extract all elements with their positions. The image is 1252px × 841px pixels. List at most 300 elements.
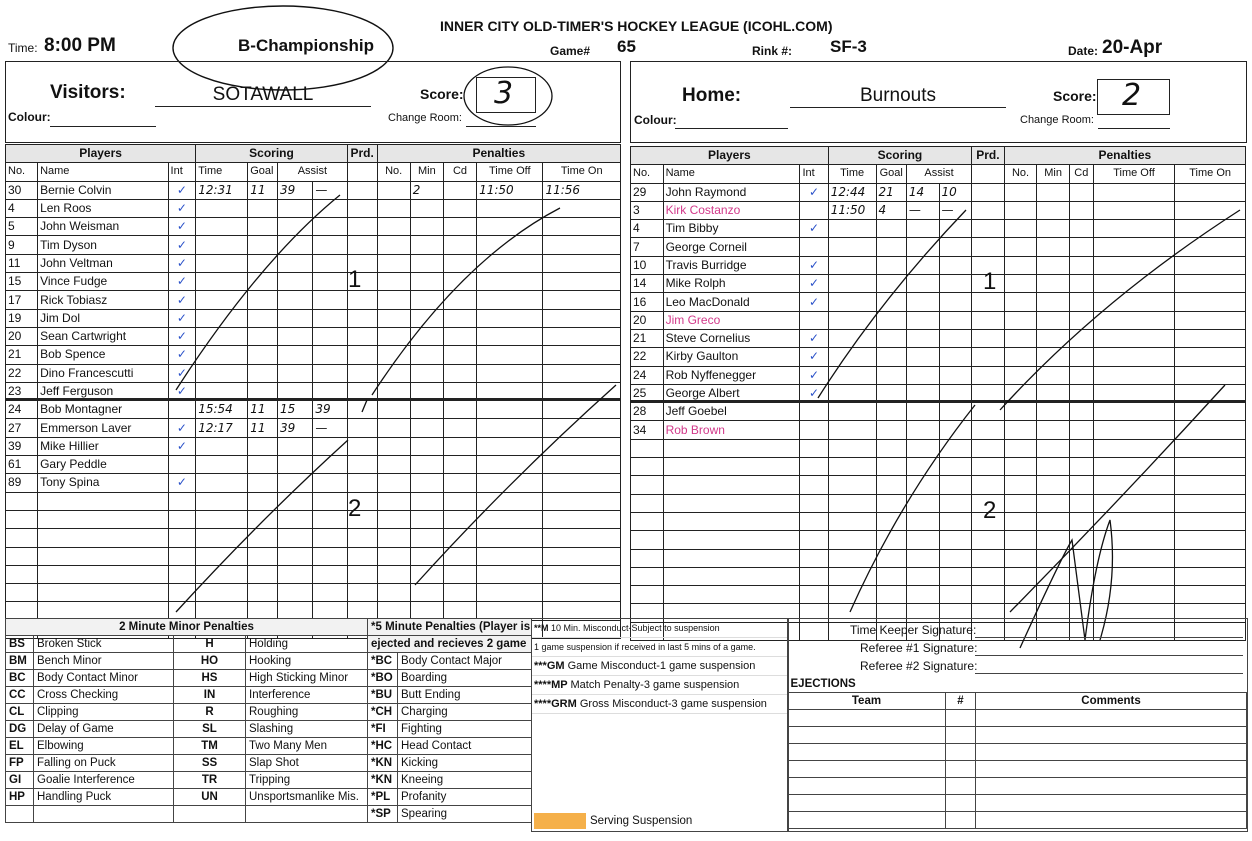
penalty-time-off[interactable] <box>1093 586 1174 604</box>
penalty-cd[interactable] <box>443 510 476 528</box>
penalty-time-off[interactable] <box>477 273 543 291</box>
assist-2[interactable] <box>313 364 347 382</box>
goal-scorer[interactable] <box>876 476 906 494</box>
goal-scorer[interactable] <box>248 291 278 309</box>
assist-2[interactable] <box>313 584 347 602</box>
assist-1[interactable] <box>906 494 939 512</box>
goal-scorer[interactable] <box>248 236 278 254</box>
penalty-min[interactable] <box>1037 512 1070 530</box>
penalty-min[interactable] <box>410 510 443 528</box>
goal-time[interactable]: 12:44 <box>828 183 876 201</box>
penalty-no[interactable] <box>1004 439 1037 457</box>
goal-time[interactable]: 11:50 <box>828 201 876 219</box>
assist-1[interactable] <box>906 531 939 549</box>
assist-2[interactable]: — <box>313 419 347 437</box>
penalty-time-on[interactable] <box>1175 293 1246 311</box>
penalty-time-off[interactable] <box>1093 494 1174 512</box>
penalty-time-off[interactable] <box>477 199 543 217</box>
penalty-min[interactable] <box>1037 311 1070 329</box>
goal-scorer[interactable]: 11 <box>248 401 278 419</box>
penalty-min[interactable] <box>1037 403 1070 421</box>
penalty-time-off[interactable] <box>1093 567 1174 585</box>
assist-1[interactable] <box>278 565 313 583</box>
assist-1[interactable] <box>906 256 939 274</box>
penalty-time-off[interactable] <box>477 437 543 455</box>
assist-2[interactable]: — <box>939 201 972 219</box>
penalty-min[interactable] <box>1037 458 1070 476</box>
penalty-time-on[interactable] <box>1175 458 1246 476</box>
penalty-no[interactable] <box>377 327 410 345</box>
assist-1[interactable] <box>278 584 313 602</box>
goal-scorer[interactable] <box>248 492 278 510</box>
penalty-time-on[interactable] <box>1175 586 1246 604</box>
penalty-cd[interactable] <box>443 181 476 199</box>
assist-2[interactable] <box>313 529 347 547</box>
penalty-time-on[interactable] <box>543 529 621 547</box>
penalty-min[interactable] <box>410 346 443 364</box>
assist-2[interactable] <box>939 293 972 311</box>
penalty-time-on[interactable] <box>543 364 621 382</box>
ejection-number[interactable] <box>946 778 976 795</box>
penalty-no[interactable] <box>377 437 410 455</box>
goal-time[interactable] <box>828 238 876 256</box>
assist-2[interactable] <box>939 220 972 238</box>
goal-time[interactable]: 12:31 <box>196 181 248 199</box>
assist-1[interactable]: 39 <box>278 181 313 199</box>
penalty-time-on[interactable] <box>543 565 621 583</box>
penalty-cd[interactable] <box>443 309 476 327</box>
assist-2[interactable] <box>313 474 347 492</box>
goal-time[interactable] <box>196 199 248 217</box>
penalty-time-off[interactable] <box>477 547 543 565</box>
penalty-min[interactable] <box>1037 549 1070 567</box>
assist-2[interactable] <box>939 458 972 476</box>
assist-1[interactable] <box>278 474 313 492</box>
goal-scorer[interactable] <box>248 218 278 236</box>
goal-scorer[interactable]: 11 <box>248 419 278 437</box>
penalty-no[interactable] <box>377 199 410 217</box>
ejection-number[interactable] <box>946 710 976 727</box>
goal-scorer[interactable] <box>876 256 906 274</box>
ejection-team[interactable] <box>788 778 946 795</box>
ejection-number[interactable] <box>946 761 976 778</box>
assist-1[interactable] <box>906 275 939 293</box>
goal-scorer[interactable] <box>876 458 906 476</box>
penalty-cd[interactable] <box>443 199 476 217</box>
penalty-min[interactable] <box>410 492 443 510</box>
ejection-team[interactable] <box>788 795 946 812</box>
referee2-signature-line[interactable] <box>975 673 1243 674</box>
goal-scorer[interactable] <box>248 456 278 474</box>
assist-1[interactable]: — <box>906 201 939 219</box>
penalty-time-on[interactable] <box>543 291 621 309</box>
penalty-time-on[interactable] <box>1175 403 1246 421</box>
goal-scorer[interactable] <box>248 364 278 382</box>
penalty-time-off[interactable] <box>1093 256 1174 274</box>
assist-2[interactable] <box>313 327 347 345</box>
goal-time[interactable] <box>196 364 248 382</box>
penalty-time-on[interactable] <box>1175 421 1246 439</box>
penalty-no[interactable] <box>1004 201 1037 219</box>
penalty-time-on[interactable] <box>543 437 621 455</box>
goal-time[interactable] <box>196 492 248 510</box>
ejection-comment[interactable] <box>976 744 1247 761</box>
penalty-cd[interactable] <box>443 236 476 254</box>
assist-2[interactable] <box>313 456 347 474</box>
assist-2[interactable] <box>939 549 972 567</box>
penalty-time-off[interactable]: 11:50 <box>477 181 543 199</box>
assist-1[interactable] <box>906 549 939 567</box>
goal-time[interactable] <box>828 494 876 512</box>
assist-1[interactable] <box>906 403 939 421</box>
penalty-time-on[interactable] <box>1175 256 1246 274</box>
goal-scorer[interactable]: 4 <box>876 201 906 219</box>
penalty-time-off[interactable] <box>1093 476 1174 494</box>
assist-2[interactable] <box>313 346 347 364</box>
assist-1[interactable] <box>906 439 939 457</box>
ejection-number[interactable] <box>946 727 976 744</box>
assist-1[interactable]: 39 <box>278 419 313 437</box>
penalty-min[interactable] <box>1037 421 1070 439</box>
penalty-no[interactable] <box>377 492 410 510</box>
penalty-no[interactable] <box>377 529 410 547</box>
penalty-time-on[interactable] <box>1175 348 1246 366</box>
goal-time[interactable] <box>828 348 876 366</box>
goal-scorer[interactable] <box>876 293 906 311</box>
penalty-no[interactable] <box>377 346 410 364</box>
assist-2[interactable] <box>313 254 347 272</box>
penalty-min[interactable] <box>410 291 443 309</box>
goal-scorer[interactable] <box>876 494 906 512</box>
penalty-min[interactable] <box>1037 348 1070 366</box>
penalty-min[interactable] <box>1037 238 1070 256</box>
goal-time[interactable] <box>196 273 248 291</box>
penalty-time-on[interactable] <box>1175 531 1246 549</box>
penalty-min[interactable] <box>1037 220 1070 238</box>
penalty-cd[interactable] <box>1069 183 1093 201</box>
penalty-time-on[interactable] <box>1175 329 1246 347</box>
goal-scorer[interactable] <box>876 238 906 256</box>
penalty-no[interactable] <box>1004 220 1037 238</box>
assist-1[interactable] <box>906 238 939 256</box>
assist-1[interactable] <box>906 293 939 311</box>
penalty-time-on[interactable] <box>1175 439 1246 457</box>
penalty-min[interactable] <box>410 199 443 217</box>
goal-scorer[interactable] <box>248 437 278 455</box>
assist-1[interactable] <box>278 218 313 236</box>
assist-1[interactable] <box>278 327 313 345</box>
penalty-cd[interactable] <box>443 547 476 565</box>
penalty-time-off[interactable] <box>1093 366 1174 384</box>
assist-1[interactable] <box>906 586 939 604</box>
penalty-cd[interactable] <box>1069 512 1093 530</box>
ejection-team[interactable] <box>788 744 946 761</box>
penalty-time-off[interactable] <box>1093 512 1174 530</box>
penalty-time-on[interactable] <box>1175 494 1246 512</box>
penalty-no[interactable] <box>1004 567 1037 585</box>
assist-2[interactable] <box>939 348 972 366</box>
ejection-comment[interactable] <box>976 812 1247 829</box>
penalty-time-on[interactable] <box>543 456 621 474</box>
penalty-cd[interactable] <box>443 492 476 510</box>
assist-1[interactable] <box>278 254 313 272</box>
assist-1[interactable] <box>906 476 939 494</box>
penalty-cd[interactable] <box>1069 439 1093 457</box>
penalty-time-on[interactable] <box>1175 275 1246 293</box>
assist-2[interactable] <box>939 329 972 347</box>
goal-scorer[interactable] <box>876 329 906 347</box>
penalty-time-off[interactable] <box>1093 421 1174 439</box>
penalty-time-on[interactable] <box>1175 311 1246 329</box>
penalty-time-on[interactable] <box>543 547 621 565</box>
penalty-min[interactable] <box>410 419 443 437</box>
penalty-time-off[interactable] <box>1093 549 1174 567</box>
assist-1[interactable] <box>278 510 313 528</box>
penalty-cd[interactable] <box>1069 549 1093 567</box>
goal-time[interactable] <box>196 309 248 327</box>
ejection-comment[interactable] <box>976 795 1247 812</box>
penalty-time-on[interactable] <box>543 218 621 236</box>
penalty-time-off[interactable] <box>1093 275 1174 293</box>
penalty-time-on[interactable] <box>543 474 621 492</box>
referee1-signature-line[interactable] <box>975 655 1243 656</box>
goal-scorer[interactable] <box>876 366 906 384</box>
penalty-cd[interactable] <box>1069 256 1093 274</box>
assist-2[interactable] <box>939 567 972 585</box>
assist-1[interactable] <box>278 346 313 364</box>
goal-time[interactable] <box>828 586 876 604</box>
penalty-no[interactable] <box>1004 531 1037 549</box>
penalty-no[interactable] <box>1004 403 1037 421</box>
penalty-no[interactable] <box>1004 311 1037 329</box>
ejection-team[interactable] <box>788 727 946 744</box>
ejection-team[interactable] <box>788 812 946 829</box>
penalty-min[interactable] <box>1037 476 1070 494</box>
penalty-time-on[interactable] <box>1175 549 1246 567</box>
assist-1[interactable] <box>906 220 939 238</box>
goal-scorer[interactable] <box>248 510 278 528</box>
penalty-no[interactable] <box>1004 183 1037 201</box>
goal-scorer[interactable] <box>248 254 278 272</box>
penalty-cd[interactable] <box>443 273 476 291</box>
penalty-no[interactable] <box>1004 256 1037 274</box>
penalty-no[interactable] <box>1004 421 1037 439</box>
penalty-cd[interactable] <box>1069 201 1093 219</box>
penalty-no[interactable] <box>1004 476 1037 494</box>
penalty-time-off[interactable] <box>477 309 543 327</box>
penalty-time-off[interactable] <box>1093 238 1174 256</box>
penalty-cd[interactable] <box>1069 275 1093 293</box>
assist-1[interactable] <box>906 458 939 476</box>
penalty-time-on[interactable] <box>1175 238 1246 256</box>
assist-2[interactable]: 39 <box>313 401 347 419</box>
penalty-no[interactable] <box>377 419 410 437</box>
goal-time[interactable] <box>828 439 876 457</box>
penalty-cd[interactable] <box>1069 531 1093 549</box>
penalty-cd[interactable] <box>443 291 476 309</box>
penalty-time-off[interactable] <box>1093 311 1174 329</box>
penalty-no[interactable] <box>377 456 410 474</box>
penalty-cd[interactable] <box>443 437 476 455</box>
assist-2[interactable] <box>313 492 347 510</box>
penalty-no[interactable] <box>1004 549 1037 567</box>
penalty-time-on[interactable] <box>543 510 621 528</box>
penalty-no[interactable] <box>1004 293 1037 311</box>
penalty-cd[interactable] <box>1069 293 1093 311</box>
penalty-no[interactable] <box>1004 512 1037 530</box>
goal-time[interactable] <box>196 254 248 272</box>
goal-scorer[interactable] <box>876 421 906 439</box>
goal-time[interactable] <box>196 236 248 254</box>
penalty-min[interactable] <box>410 218 443 236</box>
penalty-cd[interactable] <box>1069 238 1093 256</box>
penalty-no[interactable] <box>1004 329 1037 347</box>
assist-1[interactable] <box>278 309 313 327</box>
penalty-no[interactable] <box>377 584 410 602</box>
assist-2[interactable] <box>313 547 347 565</box>
penalty-time-off[interactable] <box>477 456 543 474</box>
penalty-min[interactable] <box>1037 293 1070 311</box>
penalty-no[interactable] <box>1004 494 1037 512</box>
penalty-cd[interactable] <box>443 584 476 602</box>
assist-1[interactable]: 15 <box>278 401 313 419</box>
goal-scorer[interactable] <box>876 311 906 329</box>
penalty-time-off[interactable] <box>1093 201 1174 219</box>
ejection-number[interactable] <box>946 795 976 812</box>
assist-1[interactable] <box>278 547 313 565</box>
goal-scorer[interactable]: 11 <box>248 181 278 199</box>
penalty-time-off[interactable] <box>477 236 543 254</box>
goal-scorer[interactable] <box>876 348 906 366</box>
penalty-no[interactable] <box>377 218 410 236</box>
penalty-min[interactable] <box>410 401 443 419</box>
penalty-cd[interactable] <box>443 218 476 236</box>
goal-time[interactable] <box>828 567 876 585</box>
assist-2[interactable] <box>313 437 347 455</box>
penalty-cd[interactable] <box>1069 220 1093 238</box>
penalty-time-off[interactable] <box>1093 220 1174 238</box>
penalty-min[interactable]: 2 <box>410 181 443 199</box>
assist-1[interactable] <box>278 199 313 217</box>
goal-time[interactable] <box>828 549 876 567</box>
ejection-comment[interactable] <box>976 710 1247 727</box>
goal-scorer[interactable] <box>876 586 906 604</box>
assist-1[interactable] <box>906 567 939 585</box>
assist-1[interactable] <box>906 329 939 347</box>
assist-2[interactable] <box>939 256 972 274</box>
penalty-cd[interactable] <box>443 364 476 382</box>
goal-scorer[interactable] <box>876 531 906 549</box>
penalty-no[interactable] <box>377 547 410 565</box>
penalty-min[interactable] <box>410 474 443 492</box>
penalty-time-off[interactable] <box>1093 458 1174 476</box>
penalty-no[interactable] <box>377 273 410 291</box>
penalty-min[interactable] <box>1037 531 1070 549</box>
penalty-no[interactable] <box>377 364 410 382</box>
goal-time[interactable] <box>196 346 248 364</box>
goal-time[interactable] <box>196 547 248 565</box>
assist-2[interactable] <box>939 494 972 512</box>
penalty-time-off[interactable] <box>477 584 543 602</box>
penalty-cd[interactable] <box>443 565 476 583</box>
penalty-min[interactable] <box>410 437 443 455</box>
assist-1[interactable] <box>906 421 939 439</box>
penalty-time-on[interactable] <box>543 419 621 437</box>
assist-1[interactable]: 14 <box>906 183 939 201</box>
ejection-comment[interactable] <box>976 761 1247 778</box>
penalty-min[interactable] <box>410 236 443 254</box>
goal-scorer[interactable]: 21 <box>876 183 906 201</box>
penalty-cd[interactable] <box>1069 421 1093 439</box>
penalty-time-off[interactable] <box>477 291 543 309</box>
assist-2[interactable] <box>939 311 972 329</box>
penalty-time-off[interactable] <box>477 327 543 345</box>
goal-scorer[interactable] <box>876 220 906 238</box>
penalty-time-on[interactable] <box>1175 512 1246 530</box>
penalty-cd[interactable] <box>1069 494 1093 512</box>
goal-scorer[interactable] <box>248 547 278 565</box>
goal-time[interactable] <box>196 510 248 528</box>
penalty-min[interactable] <box>410 364 443 382</box>
penalty-cd[interactable] <box>443 346 476 364</box>
penalty-time-off[interactable] <box>477 510 543 528</box>
penalty-time-off[interactable] <box>477 492 543 510</box>
goal-time[interactable] <box>828 458 876 476</box>
assist-1[interactable] <box>906 348 939 366</box>
goal-scorer[interactable] <box>248 273 278 291</box>
goal-time[interactable]: 15:54 <box>196 401 248 419</box>
penalty-cd[interactable] <box>1069 586 1093 604</box>
penalty-min[interactable] <box>410 456 443 474</box>
timekeeper-signature-line[interactable] <box>975 637 1243 638</box>
penalty-cd[interactable] <box>1069 458 1093 476</box>
penalty-min[interactable] <box>1037 183 1070 201</box>
penalty-no[interactable] <box>377 510 410 528</box>
penalty-no[interactable] <box>377 474 410 492</box>
goal-scorer[interactable] <box>876 439 906 457</box>
goal-time[interactable] <box>196 529 248 547</box>
penalty-time-off[interactable] <box>477 474 543 492</box>
assist-2[interactable] <box>939 275 972 293</box>
penalty-time-off[interactable] <box>477 346 543 364</box>
penalty-time-on[interactable] <box>543 401 621 419</box>
goal-time[interactable] <box>196 565 248 583</box>
goal-time[interactable] <box>196 327 248 345</box>
penalty-no[interactable] <box>377 254 410 272</box>
penalty-no[interactable] <box>1004 366 1037 384</box>
assist-2[interactable] <box>939 512 972 530</box>
penalty-no[interactable] <box>1004 238 1037 256</box>
penalty-no[interactable] <box>377 565 410 583</box>
ejection-comment[interactable] <box>976 778 1247 795</box>
assist-2[interactable] <box>313 199 347 217</box>
penalty-no[interactable] <box>1004 348 1037 366</box>
goal-scorer[interactable] <box>876 275 906 293</box>
goal-time[interactable] <box>828 421 876 439</box>
penalty-min[interactable] <box>1037 567 1070 585</box>
penalty-min[interactable] <box>410 254 443 272</box>
goal-scorer[interactable] <box>248 584 278 602</box>
penalty-cd[interactable] <box>443 401 476 419</box>
goal-scorer[interactable] <box>248 346 278 364</box>
goal-time[interactable] <box>828 403 876 421</box>
goal-time[interactable] <box>828 476 876 494</box>
goal-time[interactable] <box>828 366 876 384</box>
assist-2[interactable] <box>939 366 972 384</box>
penalty-time-on[interactable] <box>1175 220 1246 238</box>
assist-1[interactable] <box>278 437 313 455</box>
penalty-time-off[interactable] <box>477 401 543 419</box>
